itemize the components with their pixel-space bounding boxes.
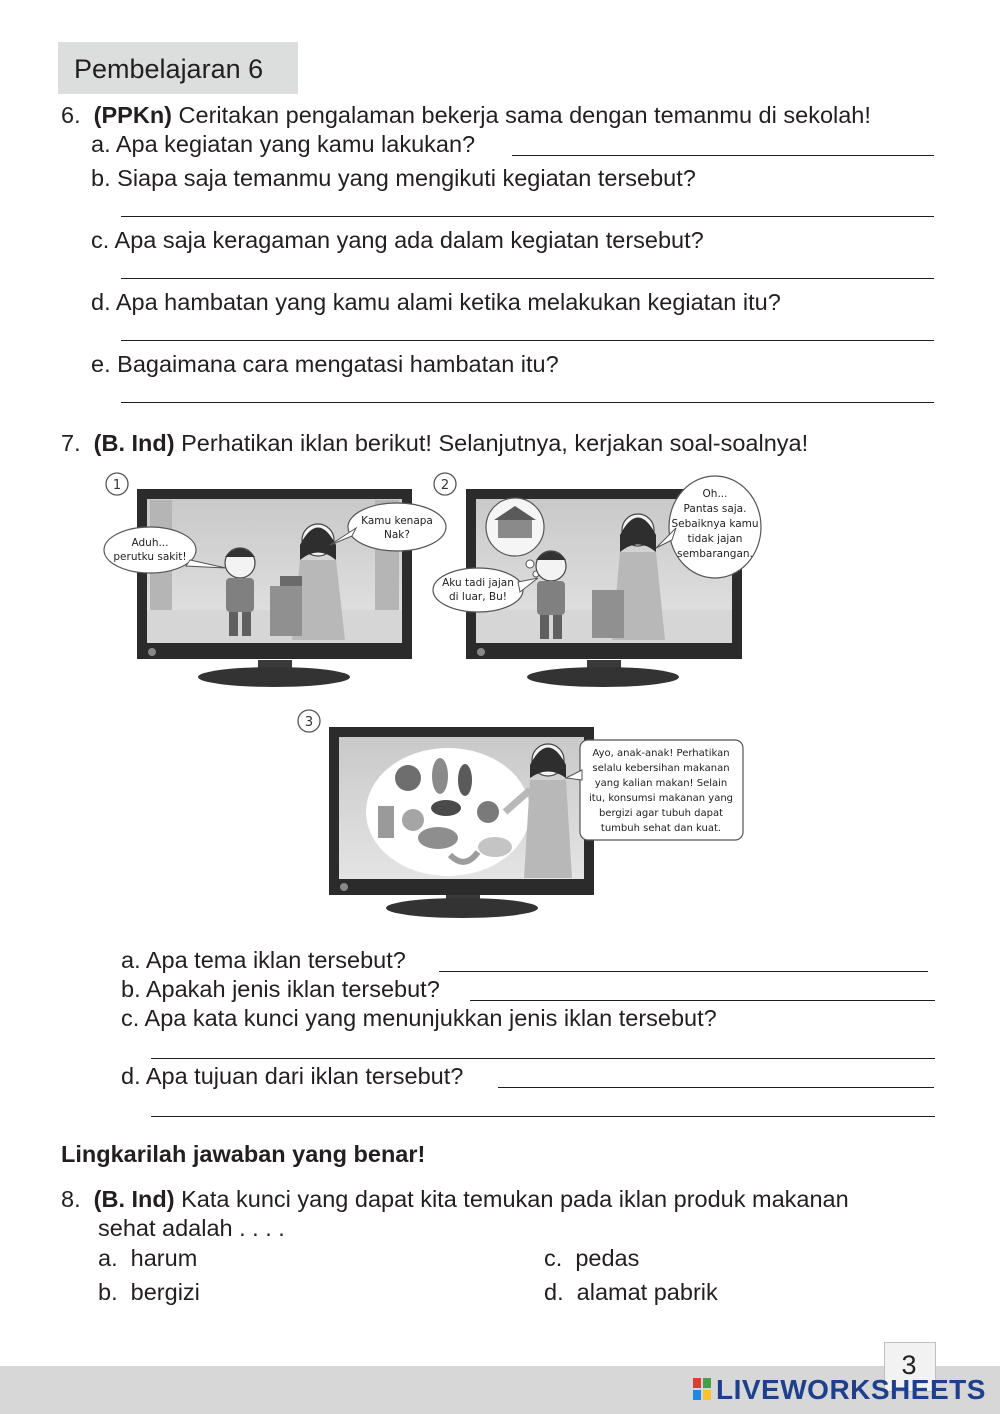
q7-prompt: Perhatikan iklan berikut! Selanjutnya, kerjakan soal-soalnya! [181, 430, 809, 456]
tv-1-stand [198, 667, 350, 687]
panel-3-bubble-line4: itu, konsumsi makanan yang [588, 793, 734, 804]
q7d-answer-line-1[interactable] [498, 1087, 934, 1088]
panel-3-bubble-line5: bergizi agar tubuh dapat [599, 808, 723, 819]
panel-2-bubble-boy-line1: Aku tadi jajan [442, 577, 514, 589]
panel-1-bubble-mother [348, 503, 446, 551]
panel-2-bubble-boy [433, 568, 523, 612]
q6c-text: Apa saja keragaman yang ada dalam kegiatan tersebut? [114, 227, 704, 253]
q8-number: 8. [61, 1186, 81, 1212]
q8-option-d-letter: d. [544, 1279, 564, 1305]
q8-option-d-text: alamat pabrik [576, 1279, 718, 1305]
panel-2-bubble-mother-line4: tidak jajan [687, 533, 743, 545]
q6e-letter: e. [91, 351, 111, 377]
q7c [121, 1007, 717, 1031]
ad-panel-3 [298, 710, 743, 918]
page-number: 3 [901, 1350, 917, 1380]
panel-2-bubble-mother-line1: Oh... [702, 488, 728, 500]
q8-option-c-text: pedas [575, 1245, 640, 1271]
q8-option-c-letter: c. [544, 1245, 563, 1271]
panel-2-bubble-mother-line2: Pantas saja. [683, 503, 747, 515]
liveworksheets-logo-icon [693, 1378, 711, 1400]
q8-option-a-text: harum [130, 1245, 198, 1271]
q8-option-a[interactable] [98, 1247, 197, 1271]
q7-subject: (B. Ind) [93, 430, 175, 456]
q8-option-a-letter: a. [98, 1245, 118, 1271]
q7d-answer-line-2[interactable] [151, 1116, 935, 1117]
q7a-text: Apa tema iklan tersebut? [145, 947, 406, 973]
q6d-letter: d. [91, 289, 111, 315]
ad-panel-1 [104, 473, 446, 687]
q8-prompt-line1: Kata kunci yang dapat kita temukan pada iklan produk makanan [181, 1186, 849, 1212]
panel-3-bubble-line3: yang kalian makan! Selain [594, 778, 728, 789]
q7d-text: Apa tujuan dari iklan tersebut? [145, 1063, 464, 1089]
q8-subject: (B. Ind) [93, 1186, 175, 1212]
panel-3-number: 3 [304, 715, 314, 730]
q7b [121, 978, 440, 1002]
panel-2-bubble-boy-line2: di luar, Bu! [449, 591, 507, 603]
tv-3-stand [386, 898, 538, 918]
q6-subject: (PPKn) [93, 102, 172, 128]
q7d-letter: d. [121, 1063, 141, 1089]
panel-3-bubble-line6: tumbuh sehat dan kuat. [600, 823, 722, 834]
q6-prompt: Ceritakan pengalaman bekerja sama dengan temanmu di sekolah! [178, 102, 871, 128]
q8-option-b[interactable] [98, 1281, 200, 1305]
page-section-title: Pembelajaran 6 [74, 54, 264, 84]
q8-option-b-letter: b. [98, 1279, 118, 1305]
panel-1-bubble-mother-line1: Kamu kenapa [361, 515, 433, 527]
question-8 [61, 1188, 849, 1212]
q7b-text: Apakah jenis iklan tersebut? [145, 976, 440, 1002]
q8-option-c[interactable] [544, 1247, 639, 1271]
q8-prompt-line2: sehat adalah . . . . [98, 1215, 285, 1241]
panel-1-number: 1 [112, 478, 122, 493]
q6b-letter: b. [91, 165, 111, 191]
q8-option-d[interactable] [544, 1281, 718, 1305]
panel-2-number: 2 [440, 478, 450, 493]
q7c-answer-line[interactable] [151, 1058, 935, 1059]
q6e-text: Bagaimana cara mengatasi hambatan itu? [117, 351, 559, 377]
panel-1-bubble-boy-line1: Aduh... [131, 537, 169, 549]
q8-option-b-text: bergizi [130, 1279, 200, 1305]
ad-panel-2 [433, 473, 761, 687]
panel-1-bubble-boy [104, 527, 196, 573]
panel-3-bubble-line1: Ayo, anak-anak! Perhatikan [592, 748, 730, 759]
q7d [121, 1065, 463, 1089]
q6b-text: Siapa saja temanmu yang mengikuti kegiatan tersebut? [117, 165, 696, 191]
q6c-letter: c. [91, 227, 110, 253]
q7c-text: Apa kata kunci yang menunjukkan jenis iklan tersebut? [144, 1005, 717, 1031]
q7b-answer-line[interactable] [470, 1000, 935, 1001]
liveworksheets-brand[interactable]: LIVEWORKSHEETS [716, 1374, 986, 1405]
q7b-letter: b. [121, 976, 141, 1002]
q7-number: 7. [61, 430, 81, 456]
q7a-answer-line[interactable] [439, 971, 928, 972]
tv-2-stand [527, 667, 679, 687]
q7a-letter: a. [121, 947, 141, 973]
panel-1-bubble-mother-line2: Nak? [384, 529, 410, 541]
panel-1-bubble-boy-line2: perutku sakit! [113, 551, 187, 563]
instruction-heading: Lingkarilah jawaban yang benar! [61, 1141, 426, 1167]
panel-2-bubble-mother-line3: Sebaiknya kamu [671, 518, 759, 530]
q6d-text: Apa hambatan yang kamu alami ketika melakukan kegiatan itu? [115, 289, 781, 315]
q6a-text: Apa kegiatan yang kamu lakukan? [115, 131, 476, 157]
q6-number: 6. [61, 102, 81, 128]
panel-3-bubble-line2: selalu kebersihan makanan [592, 763, 730, 774]
q7a [121, 949, 406, 973]
panel-2-bubble-mother-line5: sembarangan. [677, 548, 753, 560]
q7c-letter: c. [121, 1005, 140, 1031]
q6a-letter: a. [91, 131, 111, 157]
